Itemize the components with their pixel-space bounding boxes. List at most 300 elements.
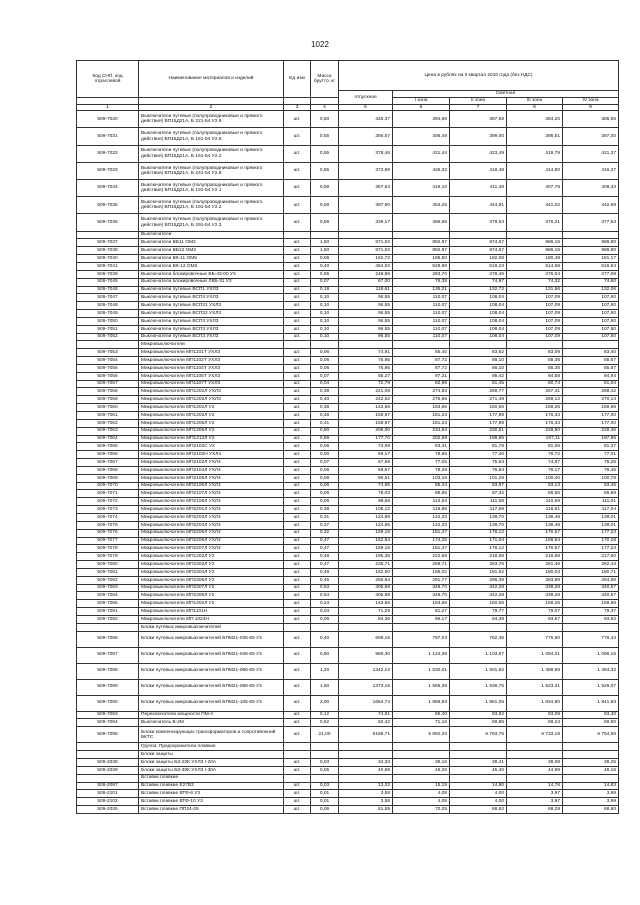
- item-mass: 0,49: [311, 568, 339, 576]
- price-release: [339, 623, 393, 631]
- item-unit: шт.: [284, 396, 311, 404]
- item-code: 509-7091: [77, 608, 139, 616]
- price-zone1: 110,07: [393, 333, 450, 341]
- table-row: [77, 553, 619, 561]
- price-release: 339,17: [339, 214, 393, 231]
- item-mass: 0,06: [311, 357, 339, 365]
- item-name: Микровыключатели МП1105Т УХЛ3: [139, 372, 284, 380]
- item-name: Микровыключатели МП1102Т УХЛ3: [139, 357, 284, 365]
- price-zone2: 108,04: [450, 310, 507, 318]
- item-code: 509-7058: [77, 388, 139, 396]
- price-release: 871,02: [339, 247, 393, 255]
- price-release: 67,00: [339, 278, 393, 286]
- item-mass: 0,24: [311, 600, 339, 608]
- item-unit: шт.: [284, 806, 311, 814]
- item-name: Микровыключатели МП2102С У2: [139, 443, 284, 451]
- price-zone1: 71,16: [393, 719, 450, 727]
- price-zone4: 83,40: [563, 349, 619, 357]
- price-zone4: 159,86: [563, 404, 619, 412]
- item-code: 509-7090: [77, 695, 139, 711]
- item-mass: 0,06: [311, 482, 339, 490]
- price-zone4: 111,01: [563, 498, 619, 506]
- item-name: Группа: Предохранители плавкие: [139, 743, 284, 751]
- item-name: Микровыключатели МП1303Л У2: [139, 412, 284, 420]
- price-zone1: 268,71: [393, 561, 450, 569]
- price-zone1: 992,97: [393, 247, 450, 255]
- item-unit: шт.: [284, 600, 311, 608]
- item-unit: шт.: [284, 247, 311, 255]
- item-mass: 0,07: [311, 372, 339, 380]
- price-zone1: 426,32: [393, 162, 450, 179]
- item-mass: 0,53: [311, 584, 339, 592]
- item-code: 509-7049: [77, 310, 139, 318]
- price-zone1: 96,17: [393, 615, 450, 623]
- price-zone3: 3,97: [507, 798, 563, 806]
- price-release: 34,33: [339, 759, 393, 767]
- price-zone1: 85,44: [393, 482, 450, 490]
- item-name: Микровыключатели МП2107Л УХЛ4: [139, 490, 284, 498]
- item-unit: шт.: [284, 214, 311, 231]
- price-zone2: 77,40: [450, 451, 507, 459]
- price-zone1: 88,95: [393, 490, 450, 498]
- item-unit: шт.: [284, 427, 311, 435]
- item-mass: 0,55: [311, 162, 339, 179]
- price-zone2: 423,49: [450, 145, 507, 162]
- price-release: 74,95: [339, 482, 393, 490]
- price-zone3: 110,59: [507, 498, 563, 506]
- price-zone2: 1 103,67: [450, 647, 507, 663]
- price-zone1: 110,07: [393, 317, 450, 325]
- price-release: 158,97: [339, 412, 393, 420]
- table-row: [77, 255, 619, 263]
- item-code: 509-7052: [77, 333, 139, 341]
- table-row: [77, 490, 619, 498]
- price-zone3: 407,79: [507, 180, 563, 197]
- item-mass: 0,05: [311, 766, 339, 774]
- price-zone1: 431,44: [393, 145, 450, 162]
- price-zone4: 217,50: [563, 553, 619, 561]
- price-zone4: 270,14: [563, 396, 619, 404]
- item-unit: шт.: [284, 459, 311, 467]
- table-row: [77, 270, 619, 278]
- price-zone3: 107,09: [507, 325, 563, 333]
- price-zone4: 284,96: [563, 576, 619, 584]
- category-row: [77, 231, 619, 239]
- item-mass: 0,06: [311, 364, 339, 372]
- price-release: 105,12: [339, 506, 393, 514]
- price-zone3: 197,11: [507, 435, 563, 443]
- item-name: Выключатели путевые ВСП22 УХЛ3: [139, 310, 284, 318]
- price-zone1: 4,08: [393, 798, 450, 806]
- price-release: 1342,12: [339, 663, 393, 679]
- price-zone4: 340,57: [563, 592, 619, 600]
- price-zone3: 80,74: [507, 380, 563, 388]
- price-zone2: 342,28: [450, 584, 507, 592]
- item-unit: шт.: [284, 380, 311, 388]
- item-code: 509-7035: [77, 197, 139, 214]
- price-release: 235,71: [339, 561, 393, 569]
- price-zone1: 202,58: [393, 435, 450, 443]
- item-code: 509-7065: [77, 443, 139, 451]
- price-zone1: [393, 623, 450, 631]
- price-zone4: [563, 623, 619, 631]
- price-zone2: 83,87: [450, 482, 507, 490]
- price-zone2: 269,77: [450, 388, 507, 396]
- price-zone2: 218,58: [450, 553, 507, 561]
- price-release: 159,18: [339, 545, 393, 553]
- item-name: Микровыключатели МП1101Т УХЛ3: [139, 349, 284, 357]
- price-zone3: 68,29: [507, 806, 563, 814]
- price-zone1: 113,63: [393, 498, 450, 506]
- item-unit: шт.: [284, 364, 311, 372]
- price-zone1: [393, 774, 450, 782]
- price-zone3: [507, 231, 563, 239]
- price-zone1: 394,66: [393, 111, 450, 128]
- price-zone2: 4,00: [450, 798, 507, 806]
- item-mass: 0,41: [311, 419, 339, 427]
- item-name: Микровыключатели МП2203Л УХЛ4: [139, 513, 284, 521]
- price-zone1: 992,97: [393, 239, 450, 247]
- item-code: 509-7071: [77, 490, 139, 498]
- header-zone3: III зона: [507, 98, 563, 105]
- price-zone4: 86,88: [563, 490, 619, 498]
- price-zone3: 276,04: [507, 270, 563, 278]
- item-mass: 0,10: [311, 317, 339, 325]
- item-name: Выключатели путевые (полупроводниковые и прямого действия) ВП15Д21А, Б 161-54 У2.2: [139, 145, 284, 162]
- item-name: Микровыключатели МП1302Л У2: [139, 404, 284, 412]
- item-unit: шт.: [284, 278, 311, 286]
- table-row: [77, 214, 619, 231]
- header-mass: Масса брутто, кг: [311, 61, 339, 98]
- price-zone2: 160,66: [450, 600, 507, 608]
- price-release: 96,55: [339, 310, 393, 318]
- item-unit: шт.: [284, 302, 311, 310]
- price-zone1: 291,77: [393, 576, 450, 584]
- price-release: 1373,15: [339, 679, 393, 695]
- table-row: [77, 325, 619, 333]
- item-name: Блоки защиты БЗ-20К УХЛ3 I-20А: [139, 759, 284, 767]
- price-zone4: 107,50: [563, 294, 619, 302]
- price-zone2: 198,85: [450, 435, 507, 443]
- price-zone4: 442,69: [563, 197, 619, 214]
- item-unit: [284, 743, 311, 751]
- price-zone3: [507, 774, 563, 782]
- price-zone1: 283,70: [393, 270, 450, 278]
- price-zone4: 139,01: [563, 513, 619, 521]
- item-mass: 0,89: [311, 435, 339, 443]
- item-mass: 1,50: [311, 239, 339, 247]
- price-release: 96,55: [339, 302, 393, 310]
- item-mass: [311, 623, 339, 631]
- price-zone1: 103,18: [393, 474, 450, 482]
- price-zone2: 5 783,76: [450, 727, 507, 743]
- price-zone3: 14,76: [507, 782, 563, 790]
- item-unit: шт.: [284, 695, 311, 711]
- item-code: 509-7039: [77, 270, 139, 278]
- price-zone1: 406,49: [393, 128, 450, 145]
- item-mass: 0,03: [311, 759, 339, 767]
- item-name: Вставки плавкие Е27В2: [139, 782, 284, 790]
- price-zone2: 139,70: [450, 513, 507, 521]
- table-row: [77, 317, 619, 325]
- item-mass: 1,50: [311, 247, 339, 255]
- price-zone2: 171,04: [450, 537, 507, 545]
- table-row: [77, 247, 619, 255]
- item-unit: шт.: [284, 474, 311, 482]
- item-name: Выключатели путевые (полупроводниковые и прямого действия) ВП15Д21А, Б 191-54 У2.2: [139, 197, 284, 214]
- price-zone4: 107,50: [563, 310, 619, 318]
- item-code: 509-7030: [77, 111, 139, 128]
- price-zone1: 1 124,38: [393, 647, 450, 663]
- header-name: Наименование материалов и изделий: [139, 61, 284, 98]
- price-zone3: 419,79: [507, 145, 563, 162]
- item-name: Микровыключатели МП1101Н: [139, 608, 284, 616]
- item-mass: 0,18: [311, 286, 339, 294]
- table-row: [77, 482, 619, 490]
- item-mass: 0,08: [311, 474, 339, 482]
- price-zone2: 81,78: [450, 443, 507, 451]
- price-zone4: 85,67: [563, 364, 619, 372]
- item-mass: 0,06: [311, 615, 339, 623]
- price-zone1: 528,98: [393, 262, 450, 270]
- item-name: Микровыключатели МП2204Л УХЛ4: [139, 521, 284, 529]
- item-unit: шт.: [284, 349, 311, 357]
- price-zone2: 1 501,82: [450, 663, 507, 679]
- price-zone4: 277,08: [563, 270, 619, 278]
- item-mass: 0,40: [311, 396, 339, 404]
- table-row: [77, 711, 619, 719]
- price-zone3: 83,09: [507, 711, 563, 719]
- price-zone3: 176,57: [507, 545, 563, 553]
- table-row: [77, 302, 619, 310]
- item-name: Микровыключатели МП1313Л У2: [139, 435, 284, 443]
- item-code: 509-2102: [77, 798, 139, 806]
- price-zone3: [507, 623, 563, 631]
- price-zone3: 180,49: [507, 255, 563, 263]
- price-release: 305,68: [339, 584, 393, 592]
- price-zone4: 132,06: [563, 286, 619, 294]
- price-zone2: 974,67: [450, 247, 507, 255]
- price-zone4: 416,37: [563, 162, 619, 179]
- price-zone4: 94,94: [563, 372, 619, 380]
- item-name: Микровыключатели МП2206Л УХЛ4: [139, 537, 284, 545]
- item-code: 509-7083: [77, 584, 139, 592]
- price-zone1: 110,07: [393, 310, 450, 318]
- price-release: 367,64: [339, 180, 393, 197]
- price-zone2: 387,59: [450, 111, 507, 128]
- price-zone3: 414,80: [507, 162, 563, 179]
- price-zone4: 1 529,07: [563, 679, 619, 695]
- price-zone3: 1 523,31: [507, 679, 563, 695]
- item-code: 509-7072: [77, 498, 139, 506]
- price-release: 69,17: [339, 451, 393, 459]
- price-zone2: [450, 743, 507, 751]
- price-zone4: 177,00: [563, 419, 619, 427]
- item-name: Выключатели путевые ВСП21 УХЛ3: [139, 302, 284, 310]
- price-zone2: 111,58: [450, 498, 507, 506]
- price-zone3: 180,03: [507, 568, 563, 576]
- price-zone2: [450, 231, 507, 239]
- price-zone2: [450, 751, 507, 759]
- price-zone2: 286,39: [450, 576, 507, 584]
- item-unit: шт.: [284, 584, 311, 592]
- price-zone3: [507, 341, 563, 349]
- price-zone4: 1 494,32: [563, 663, 619, 679]
- price-zone4: 38,25: [563, 759, 619, 767]
- table-row: [77, 561, 619, 569]
- price-zone2: 86,10: [450, 357, 507, 365]
- colnum: 3: [284, 105, 311, 111]
- item-code: 509-7074: [77, 513, 139, 521]
- price-zone3: 261,46: [507, 561, 563, 569]
- table-row: [77, 388, 619, 396]
- category-row: [77, 341, 619, 349]
- item-unit: шт.: [284, 419, 311, 427]
- price-release: 96,55: [339, 325, 393, 333]
- price-release: 74,91: [339, 711, 393, 719]
- item-name: Микровыключатели МП2304Л У2: [139, 568, 284, 576]
- item-name: Выключатели ВБ12 ОМ2: [139, 247, 284, 255]
- price-zone3: 83,09: [507, 349, 563, 357]
- item-name: Выключатель В-2М: [139, 719, 284, 727]
- price-release: 143,56: [339, 404, 393, 412]
- price-zone3: 1 094,01: [507, 647, 563, 663]
- price-release: 96,55: [339, 294, 393, 302]
- price-zone3: 5 733,19: [507, 727, 563, 743]
- price-zone1: 453,26: [393, 197, 450, 214]
- price-zone2: 83,82: [450, 711, 507, 719]
- item-unit: шт.: [284, 333, 311, 341]
- price-zone2: 45,40: [450, 766, 507, 774]
- price-zone1: 46,26: [393, 766, 450, 774]
- price-zone1: 1 886,83: [393, 695, 450, 711]
- price-zone4: 85,67: [563, 357, 619, 365]
- header-zone1: I зона: [393, 98, 450, 105]
- table-row: [77, 427, 619, 435]
- item-code: [77, 774, 139, 782]
- item-name: Выключатели ВК-11 ОМ5: [139, 255, 284, 263]
- price-zone4: 107,50: [563, 325, 619, 333]
- price-zone2: 75,63: [450, 459, 507, 467]
- price-zone2: 160,66: [450, 404, 507, 412]
- price-zone2: 87,32: [450, 490, 507, 498]
- price-zone4: 45,16: [563, 766, 619, 774]
- item-mass: 21,00: [311, 727, 339, 743]
- item-unit: [284, 341, 311, 349]
- table-row: [77, 679, 619, 695]
- item-unit: шт.: [284, 568, 311, 576]
- item-unit: шт.: [284, 521, 311, 529]
- price-release: 99,68: [339, 498, 393, 506]
- item-code: 509-7060: [77, 404, 139, 412]
- price-release: 40,58: [339, 766, 393, 774]
- item-unit: шт.: [284, 782, 311, 790]
- price-zone1: 15,19: [393, 782, 450, 790]
- price-zone3: 441,02: [507, 197, 563, 214]
- item-mass: 0,00: [311, 451, 339, 459]
- price-zone4: 100,78: [563, 474, 619, 482]
- item-unit: шт.: [284, 529, 311, 537]
- item-mass: 0,10: [311, 325, 339, 333]
- price-release: [339, 774, 393, 782]
- item-mass: 0,47: [311, 537, 339, 545]
- price-zone4: 262,44: [563, 561, 619, 569]
- price-release: 67,58: [339, 459, 393, 467]
- price-zone4: 159,86: [563, 600, 619, 608]
- price-zone4: [563, 231, 619, 239]
- table-row: [77, 529, 619, 537]
- price-zone2: 177,89: [450, 419, 507, 427]
- item-code: 509-7078: [77, 545, 139, 553]
- item-mass: 0,32: [311, 529, 339, 537]
- item-code: 509-7068: [77, 466, 139, 474]
- price-zone1: 348,70: [393, 584, 450, 592]
- price-zone2: 108,04: [450, 333, 507, 341]
- price-zone4: 79,37: [563, 608, 619, 616]
- price-zone3: 69,24: [507, 719, 563, 727]
- price-zone4: 385,65: [563, 111, 619, 128]
- price-zone4: 93,92: [563, 615, 619, 623]
- price-zone1: 5 892,33: [393, 727, 450, 743]
- price-zone2: 1 851,05: [450, 695, 507, 711]
- colnum: 7: [450, 105, 507, 111]
- item-name: Выключатели путевые ВСП3 УХЛ3: [139, 325, 284, 333]
- price-release: 90,51: [339, 474, 393, 482]
- item-code: 509-7051: [77, 325, 139, 333]
- item-name: Выключатели: [139, 231, 284, 239]
- price-zone4: 197,85: [563, 435, 619, 443]
- price-zone2: 379,53: [450, 214, 507, 231]
- price-zone1: 78,28: [393, 466, 450, 474]
- colnum: 4: [311, 105, 339, 111]
- price-zone3: 76,17: [507, 466, 563, 474]
- price-zone3: 376,21: [507, 214, 563, 231]
- price-zone4: 177,23: [563, 529, 619, 537]
- price-zone4: 177,23: [563, 545, 619, 553]
- item-unit: шт.: [284, 197, 311, 214]
- table-row: [77, 435, 619, 443]
- item-code: 509-7034: [77, 180, 139, 197]
- item-name: Микровыключатели МП1104Т УХЛ3: [139, 364, 284, 372]
- price-zone1: [393, 231, 450, 239]
- item-unit: шт.: [284, 255, 311, 263]
- price-zone3: 76,72: [507, 451, 563, 459]
- header-spacer: [284, 98, 311, 105]
- price-release: 373,99: [339, 162, 393, 179]
- price-release: [339, 743, 393, 751]
- header-zone2: II зона: [450, 98, 507, 105]
- price-zone2: 69,85: [450, 719, 507, 727]
- item-mass: 1,20: [311, 663, 339, 679]
- table-row: [77, 333, 619, 341]
- price-zone3: 176,33: [507, 419, 563, 427]
- table-row: [77, 262, 619, 270]
- price-zone3: 107,09: [507, 294, 563, 302]
- price-release: 96,55: [339, 317, 393, 325]
- price-zone4: 397,00: [563, 128, 619, 145]
- item-mass: 0,45: [311, 576, 339, 584]
- item-unit: шт.: [284, 443, 311, 451]
- item-name: Микровыключатели МП2102Л УХЛ4: [139, 459, 284, 467]
- item-mass: 0,10: [311, 310, 339, 318]
- price-zone4: 969,80: [563, 247, 619, 255]
- item-name: Микровыключатели МП1202Л УХЛ3: [139, 388, 284, 396]
- price-zone3: 44,99: [507, 766, 563, 774]
- item-name: Выключатели путевые ВСП3 УХЛ3: [139, 294, 284, 302]
- table-row: [77, 380, 619, 388]
- item-mass: 2,00: [311, 695, 339, 711]
- price-zone2: 278,46: [450, 270, 507, 278]
